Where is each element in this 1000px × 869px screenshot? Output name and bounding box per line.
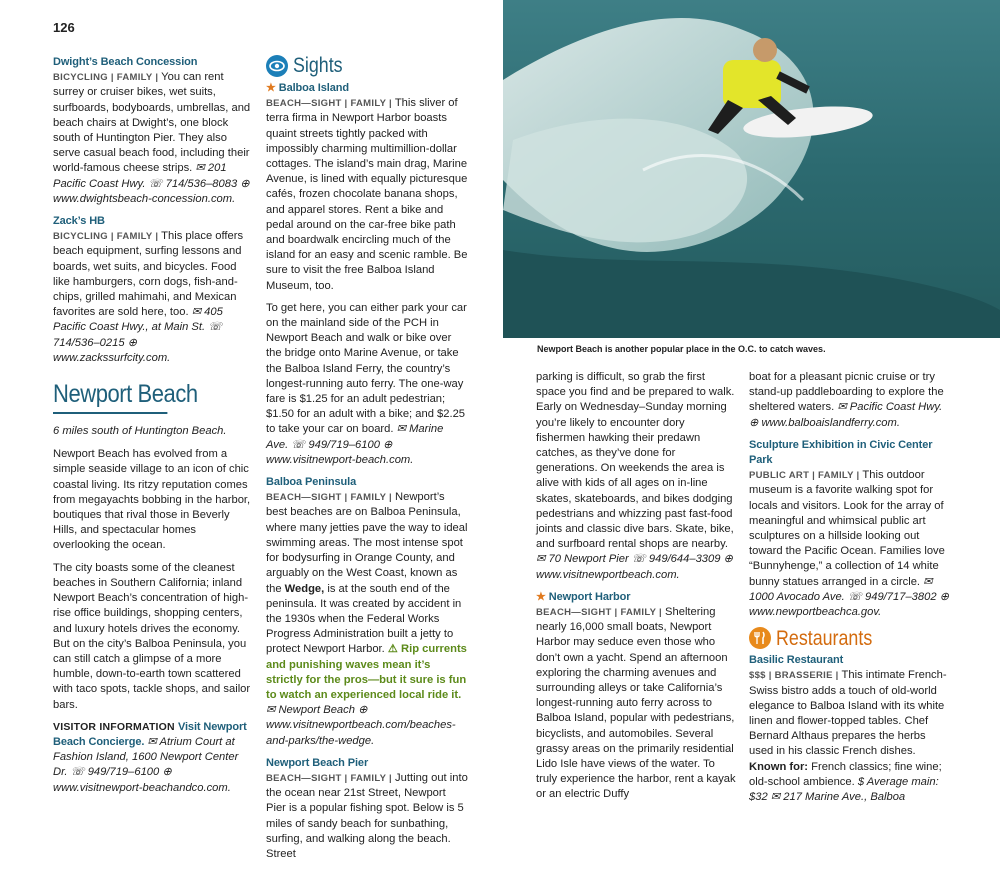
visitor-info-name: Visit Newport Beach Concierge. (53, 720, 247, 748)
section-title-restaurants: Restaurants (776, 626, 873, 650)
listing-address: ✉ 1000 Avocado Ave. ☏ 949/717–3802 ⊕ www.newportbeachca.gov. (749, 575, 950, 619)
listing-name: ★ Newport Harbor (536, 590, 631, 603)
page-number: 126 (53, 20, 75, 35)
listing-body: This sliver of terra firma in Newport Harbor boasts quaint streets tightly packed with impossibly charming multimillion-dollar cottages. The island’s main drag, Marine Avenue, is lined with equally picturesque cafés, frozen chocolate banana shops, and apparel stores. Rent a bike and pedal around on the car-free bike path and boardwalk encircling much of the island for an easy and scenic ramble. Be sure to visit the free Balboa Island Museum, too. (266, 97, 468, 292)
listing-body: This intimate French-Swiss bistro adds a touch of old-world elegance to Balboa Island with its white linen and flower-topped tables. Chef Bernard Althaus prepares the herbs used in his classic French dishes. (749, 669, 947, 758)
column-3 (536, 370, 736, 810)
listing-body: This place offers beach equipment, surfing lessons and boards, wet suits, and bicycles. Food like hamburgers, corn dogs, fish-and-chips, grilled mahimahi, and Mexican favorites are sold here, too. (53, 230, 244, 319)
listing-tags: BICYCLING | FAMILY | (53, 72, 159, 84)
listing-tags: $$$ | BRASSERIE | (749, 670, 839, 682)
listing-balboa-island-p2: To get here, you can either park your car on the mainland side of the PCH in Newport Beach and walk or bike over the bridge onto Marine Avenue, or take the Balboa Island Ferry, the country’s longest-running auto ferry. The one-way fare is $1.25 for an adult pedestrian; $1.50 for an adult with a bike; and $2.25 to take your car on board. ✉ Marine Ave. ☏ 949/719–6100 ⊕ www.visitnewport-beach.com. (266, 301, 467, 466)
star-icon: ★ (266, 82, 276, 94)
listing-tags: BEACH—SIGHT | FAMILY | (266, 772, 392, 784)
listing-tags: PUBLIC ART | FAMILY | (749, 470, 860, 482)
sights-header (266, 55, 468, 77)
listing-balboa-peninsula: Balboa Peninsula BEACH—SIGHT | FAMILY | Newport’s best beaches are on Balboa Peninsula, where many jetties pave the way to ideal swimming areas. The most intense spot for bodysurfing in Orange County, and arguably on the West Coast, known as the Wedge, is at the south end of the peninsula. It was created by accident in the 1930s when the Federal Works Progress Administration built a jetty to protect Newport Harbor. ⚠ Rip currents and punishing waves mean it’s strictly for the pros—but it sure is fun to watch an experienced local ride it. ✉ Newport Beach ⊕ www.visitnewportbeach.com/beaches-and-parks/the-wedge. (266, 476, 468, 747)
visitor-info-address: ✉ Atrium Court at Fashion Island, 1600 Newport Center Dr. ☏ 949/719–6100 ⊕ www.visitnewport-beachandco.com. (53, 735, 239, 794)
listing-name: Zack’s HB (53, 215, 105, 228)
listing-body: This outdoor museum is a favorite walking spot for locals and visitors. Look for the array of meaningful and whimsical public art sculptures on a hillside looking out toward the Pacific Ocean. Families love “Bunnyhenge,” a collection of 14 white bunny statues arranged in a circle. (749, 469, 945, 588)
column-1 (53, 55, 253, 803)
listing-body: Jutting out into the ocean near 21st Street, Newport Pier is a popular fishing spot. Below is 5 miles of sandy beach for sunbathing, surfing, and walking along the beach. Street (266, 771, 468, 860)
listing-basilic: Basilic Restaurant $$$ | BRASSERIE | This intimate French-Swiss bistro adds a touch of old-world elegance to Balboa Island with its white linen and flower-topped tables. Chef Bernard Althaus prepares the herbs used in his classic French dishes. Known for: French classics; fine wine; old-school ambience. $ Average main: $32 ✉ 217 Marine Ave., Balboa (749, 654, 947, 804)
section-title-sights: Sights (293, 54, 343, 78)
listing-zacks (53, 214, 253, 366)
listing-dwights (53, 55, 253, 207)
restaurants-header (749, 627, 951, 649)
column-2 (266, 55, 468, 869)
harbor-continued: boat for a pleasant picnic cruise or try stand-up paddleboarding to explore the sheltered waters. ✉ Pacific Coast Hwy. ⊕ www.balboaislandferry.com. (749, 371, 944, 429)
listing-tags: BEACH—SIGHT | FAMILY | (266, 98, 392, 110)
listing-address: ✉ Pacific Coast Hwy. ⊕ www.balboaislandferry.com. (749, 401, 943, 429)
listing-address: ✉ 201 Pacific Coast Hwy. ☏ 714/536–8083 ⊕ www.dwightsbeach-concession.com. (53, 162, 250, 205)
listing-tags: BEACH—SIGHT | FAMILY | (536, 607, 662, 619)
listing-address: ✉ 70 Newport Pier ☏ 949/644–3309 ⊕ www.visitnewportbeach.com. (536, 553, 733, 581)
visitor-info-label: VISITOR INFORMATION (53, 720, 175, 733)
pier-continued: parking is difficult, so grab the first space you find and be prepared to walk. Early on Wednesday–Sunday morning you’re likely to encounter dory fishermen hawking their predawn catches, as they’ve done for generations. On weekends the area is alive with kids of all ages on in-line skates, skateboards, and bikes dodging pedestrians and whizzing past fast-food joints and classic dive bars. Skate, bike, and surfboard rental shops are nearby. ✉ 70 Newport Pier ☏ 949/644–3309 ⊕ www.visitnewportbeach.com. (536, 371, 735, 581)
listing-name: Balboa Peninsula (266, 476, 357, 489)
visitor-information (53, 720, 253, 796)
surfer-photo (503, 0, 1000, 338)
intro-paragraph: Newport Beach has evolved from a simple seaside village to an icon of chic coastal living. Its ritzy reputation comes from megayachts bobbing in the harbor, boutiques that rival those in Beverly Hills, and spectacular homes overlooking the ocean. (53, 448, 251, 552)
listing-address: $ Average main: $32 ✉ 217 Marine Ave., Balboa (749, 775, 939, 804)
column-4 (749, 370, 951, 812)
listing-address: ✉ 405 Pacific Coast Hwy., at Main St. ☏ 714/536–0215 ⊕ www.zackssurfcity.com. (53, 306, 223, 364)
fork-knife-icon (749, 627, 771, 649)
listing-newport-pier (266, 756, 468, 862)
warning-note: ⚠ Rip currents and punishing waves mean it’s strictly for the pros—but it sure is fun to watch an experienced local ride it. (266, 643, 467, 701)
listing-sculpture (749, 438, 951, 620)
listing-body: Sheltering nearly 16,000 small boats, Newport Harbor may seduce even those who don’t own a yacht. Spend an afternoon exploring the charming avenues and surrounding alleys or take California’s longest-running auto ferry across to Balboa Island, popular with pedestrians, bicyclists, and automobiles. Several grassy areas on the primarily residential Lido Isle have views of the water. To truly experience the harbor, rent a kayak or an electric Duffy (536, 606, 736, 801)
section-heading-newport-beach: Newport Beach (53, 380, 167, 414)
listing-name: ★ Balboa Island (266, 82, 349, 94)
known-for-label: Known for: (749, 760, 809, 773)
distance-note: 6 miles south of Huntington Beach. (53, 425, 227, 438)
listing-name: Basilic Restaurant (749, 654, 844, 667)
listing-address: ✉ Marine Ave. ☏ 949/719–6100 ⊕ www.visitnewport-beach.com. (266, 423, 444, 466)
photo-caption: Newport Beach is another popular place in the O.C. to catch waves. (537, 344, 826, 354)
listing-tags: BICYCLING | FAMILY | (53, 231, 159, 243)
listing-name: Newport Beach Pier (266, 756, 369, 769)
wedge-term: Wedge, (284, 582, 325, 595)
star-icon: ★ (536, 590, 546, 603)
eye-icon (266, 55, 288, 77)
intro-paragraph-2: The city boasts some of the cleanest beaches in Southern California; inland Newport Beach’s concentration of high-rise office buildings, shopping centers, and luxury hotels drives the economy. But on the city’s Balboa Peninsula, you can still catch a glimpse of a more humble, down-to-earth town scattered with taco spots, tackle shops, and sailor bars. (53, 561, 251, 711)
listing-address: ✉ Newport Beach ⊕ www.visitnewportbeach.com/beaches-and-parks/the-wedge. (266, 704, 456, 747)
listing-tags: BEACH—SIGHT | FAMILY | (266, 492, 392, 504)
listing-name: Sculpture Exhibition in Civic Center Park (749, 438, 933, 467)
listing-balboa-island (266, 81, 468, 294)
listing-body: You can rent surrey or cruiser bikes, wet suits, surfboards, bodyboards, umbrellas, and beach chairs at Dwight’s, one block south of Huntington Pier. They also serve casual beach food, including their world-famous cheese strips. (53, 71, 251, 175)
listing-name: Dwight’s Beach Concession (53, 56, 198, 68)
